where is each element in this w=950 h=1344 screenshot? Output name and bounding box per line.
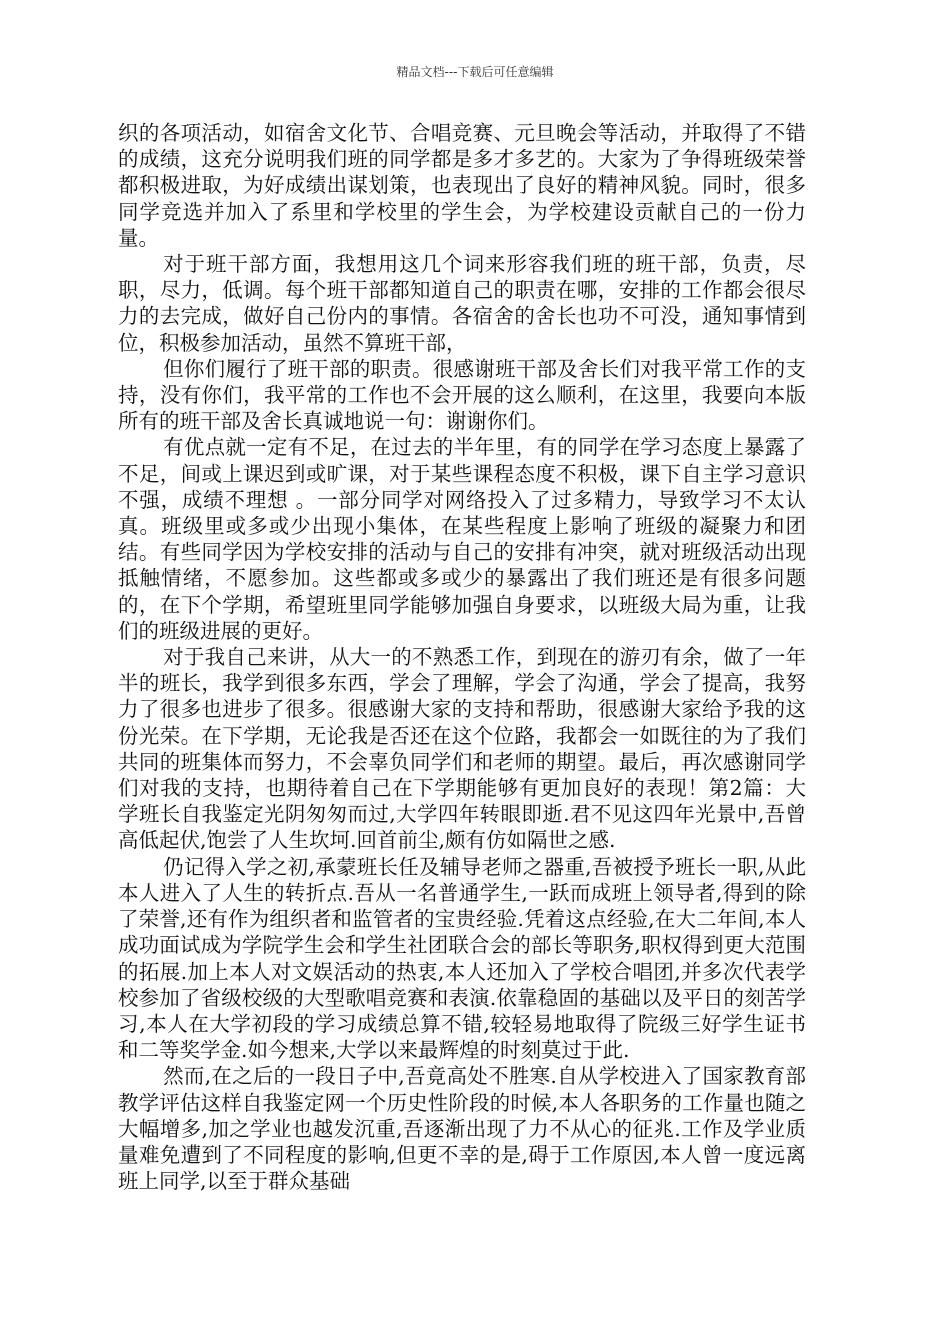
page-header: 精品文档---下载后可任意编辑 <box>396 65 554 79</box>
paragraph-1: 织的各项活动，如宿舍文化节、合唱竞赛、元旦晚会等活动，并取得了不错的成绩，这充分说明我们班的同学都是多才多艺的。大家为了争得班级荣誉都积极进取，为好成绩出谋划策，也表现出了良好的精神风貌。同时，很多同学竞选并加入了系里和学校里的学生会，为学校建设贡献自己的一份力量。 <box>118 121 806 250</box>
paragraph-2: 对于班干部方面，我想用这几个词来形容我们班的班干部，负责，尽职，尽力，低调。每个班干部都知道自己的职责在哪，安排的工作都会很尽力的去完成，做好自己份内的事情。各宿舍的舍长也功不可没，通知事情到位，积极参加活动，虽然不算班干部， <box>118 252 806 355</box>
document-body <box>118 120 806 1194</box>
paragraph-4: 有优点就一定有不足，在过去的半年里，有的同学在学习态度上暴露了不足，间或上课迟到或旷课，对于某些课程态度不积极，课下自主学习意识不强，成绩不理想 。一部分同学对网络投入了过多精力，导致学习不太认真。班级里或多或少出现小集体，在某些程度上影响了班级的凝聚力和团结。有些同学因为学校安排的活动与自己的安排有冲突，就对班级活动出现抵触情绪，不愿参加。这些都或多或少的暴露出了我们班还是有很多问题的，在下个学期，希望班里同学能够加强自身要求，以班级大局为重，让我们的班级进展的更好。 <box>118 435 806 643</box>
paragraph-6: 仍记得入学之初,承蒙班长任及辅导老师之器重,吾被授予班长一职,从此本人进入了人生的转折点.吾从一名普通学生,一跃而成班上领导者,得到的除了荣誉,还有作为组织者和监管者的宝贵经验.凭着这点经验,在大二年间,本人成功面试成为学院学生会和学生社团联合会的部长等职务,职权得到更大范围的拓展.加上本人对文娱活动的热衷,本人还加入了学校合唱团,并多次代表学校参加了省级校级的大型歌唱竞赛和表演.依靠稳固的基础以及平日的刻苦学习,本人在大学初段的学习成绩总算不错,较轻易地取得了院级三好学生证书和二等奖学金.如今想来,大学以来最辉煌的时刻莫过于此. <box>118 854 806 1063</box>
paragraph-7: 然而,在之后的一段日子中,吾竟高处不胜寒.自从学校进入了国家教育部教学评估这样自我鉴定网一个历史性阶段的时候,本人各职务的工作量也随之大幅增多,加之学业也越发沉重,吾逐渐出现了力不从心的征兆.工作及学业质量难免遭到了不同程度的影响,但更不幸的是,碍于工作原因,本人曾一度远离班上同学,以至于群众基础 <box>118 1064 806 1194</box>
paragraph-3: 但你们履行了班干部的职责。很感谢班干部及舍长们对我平常工作的支持，没有你们，我平常的工作也不会开展的这么顺利，在这里，我要向本版所有的班干部及舍长真诚地说一句：谢谢你们。 <box>118 356 806 434</box>
paragraph-5: 对于我自己来讲，从大一的不熟悉工作，到现在的游刃有余，做了一年半的班长，我学到很多东西，学会了理解，学会了沟通，学会了提高，我努力了很多也进步了很多。很感谢大家的支持和帮助，很感谢大家给予我的这份光荣。在下学期，无论我是否还在这个位路，我都会一如既往的为了我们共同的班集体而努力，不会辜负同学们和老师的期望。最后，再次感谢同学们对我的支持，也期待着自己在下学期能够有更加良好的表现！第2篇：大学班长自我鉴定光阴匆匆而过,大学四年转眼即逝.君不见这四年光景中,吾曾高低起伏,饱尝了人生坎坷.回首前尘,颇有仿如隔世之感. <box>118 645 806 853</box>
